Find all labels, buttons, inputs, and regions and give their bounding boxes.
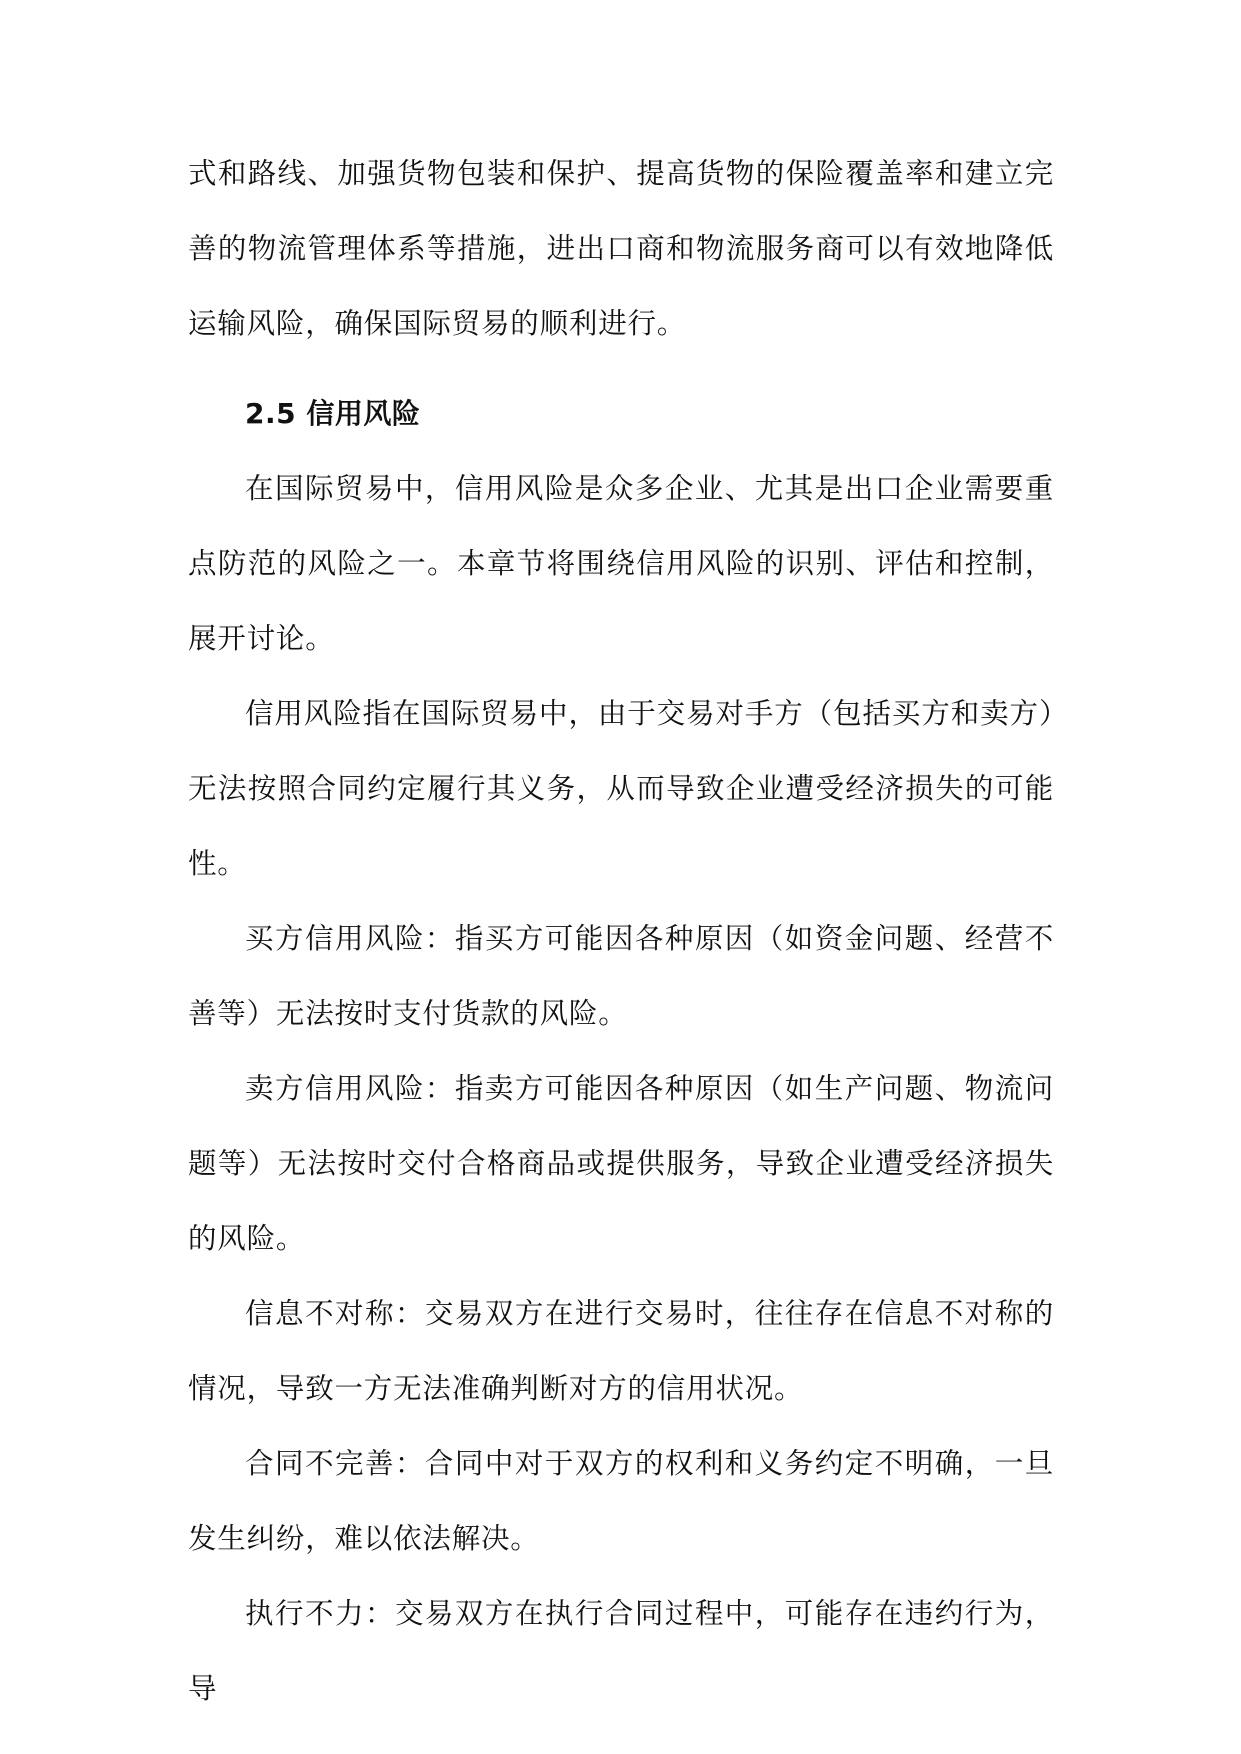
intro-paragraph: 式和路线、加强货物包装和保护、提高货物的保险覆盖率和建立完善的物流管理体系等措施，进出口商和物流服务商可以有效地降低运输风险，确保国际贸易的顺利进行。 [188, 157, 1054, 340]
paragraph-information-asymmetry: 信息不对称：交易双方在进行交易时，往往存在信息不对称的情况，导致一方无法准确判断对方的信用状况。 [188, 1297, 1054, 1405]
paragraph-buyer-credit-risk: 买方信用风险：指买方可能因各种原因（如资金问题、经营不善等）无法按时支付货款的风险。 [188, 922, 1054, 1030]
document-body [188, 136, 1054, 1726]
section-heading: 2.5 信用风险 [245, 397, 421, 430]
paragraph-credit-risk-intro: 在国际贸易中，信用风险是众多企业、尤其是出口企业需要重点防范的风险之一。本章节将围绕信用风险的识别、评估和控制，展开讨论。 [188, 472, 1054, 655]
paragraph-credit-risk-definition: 信用风险指在国际贸易中，由于交易对手方（包括买方和卖方）无法按照合同约定履行其义务，从而导致企业遭受经济损失的可能性。 [188, 697, 1054, 880]
paragraph-incomplete-contract: 合同不完善：合同中对于双方的权利和义务约定不明确，一旦发生纠纷，难以依法解决。 [188, 1447, 1054, 1555]
paragraph-poor-execution: 执行不力：交易双方在执行合同过程中，可能存在违约行为，导 [188, 1597, 1054, 1705]
paragraph-seller-credit-risk: 卖方信用风险：指卖方可能因各种原因（如生产问题、物流问题等）无法按时交付合格商品或提供服务，导致企业遭受经济损失的风险。 [188, 1072, 1054, 1255]
